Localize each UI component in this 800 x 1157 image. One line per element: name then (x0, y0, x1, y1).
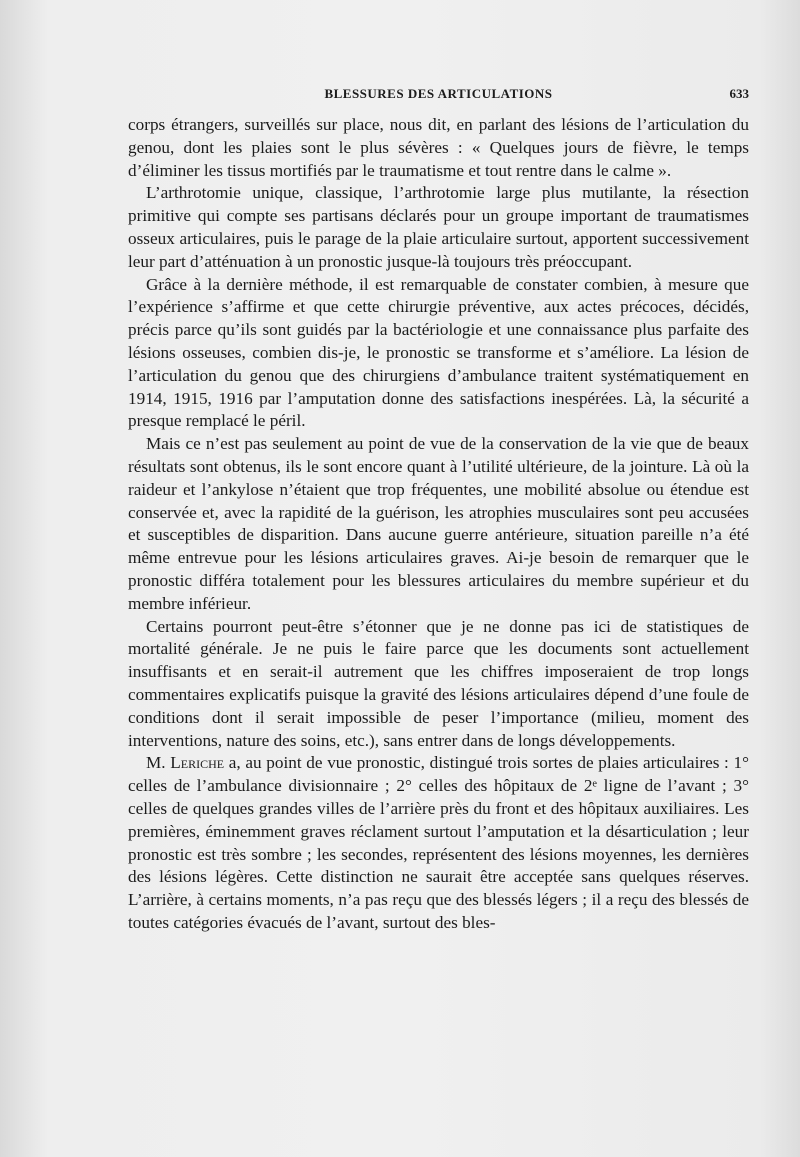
page-number: 633 (729, 86, 749, 101)
paragraph-3-text: Grâce à la dernière méthode, il est remarquable de constater combien, à mesure que l’expérience s’affirme et que cette chirurgie préventive, aux actes précoces, décidés, précis parce qu’ils sont guidés par la bactériologie et une connaissance plus parfaite des lésions osseuses, combien dis-je, le pronostic se transforme et s’améliore. La lésion de l’articulation du genou que des chirurgiens d’ambulance traitent systématiquement en 1914, 1915, 1916 par l’amputation donne des satisfactions inespérées. Là, la sécurité a presque remplacé le péril. (128, 274, 749, 431)
running-head (128, 86, 749, 106)
running-title: BLESSURES DES ARTICULATIONS (324, 86, 553, 101)
paragraph-2-text: L’arthrotomie unique, classique, l’arthrotomie large plus mutilante, la résection primitive qui compte ses partisans déclarés pour un groupe important de traumatismes osseux articulaires, puis le parage de la plaie articulaire surtout, apportent successivement leur part d’atténuation à un pronostic jusque-là toujours très préoccupant. (128, 183, 749, 271)
paragraph-2 (128, 182, 749, 273)
paragraph-5-text: Certains pourront peut-être s’étonner que je ne donne pas ici de statistiques de mortalité générale. Je ne puis le faire parce que les documents sont actuellement insuffisants et en serait-il autrement que les chiffres imposeraient de trop longs commentaires explicatifs puisque la gravité des lésions articulaires dépend d’une foule de conditions dont il serait impossible de peser l’importance (milieu, moment des interventions, nature des soins, etc.), sans entrer dans de longs développements. (128, 616, 749, 750)
paragraph-4-text: Mais ce n’est pas seulement au point de vue de la conservation de la vie que de beaux résultats sont obtenus, ils le sont encore quant à l’utilité ultérieure, de la jointure. Là où la raideur et l’ankylose n’étaient que trop fréquentes, une mobilité absolue ou étendue est conservée et, avec la rapidité de la guérison, les atrophies musculaires sont peu accusées et susceptibles de disparition. Dans aucune guerre antérieure, situation pareille n’a été même entrevue pour les lésions articulaires graves. Ai-je besoin de remarquer que le pronostic différa totalement pour les blessures articulaires du membre supérieur et du membre inférieur. (128, 434, 749, 613)
body-text (128, 114, 749, 935)
paragraph-1-text: corps étrangers, surveillés sur place, nous dit, en parlant des lésions de l’articulation du genou, dont les plaies sont le plus sévères : « Quelques jours de fièvre, le temps d’éliminer les tissus mortifiés par le traumatisme et tout rentre dans le calme ». (128, 115, 749, 180)
paragraph-5 (128, 616, 749, 753)
paragraph-3 (128, 274, 749, 434)
paragraph-6 (128, 752, 749, 934)
author-name: M. Leriche (146, 753, 225, 773)
paragraph-1 (128, 114, 749, 182)
paragraph-4 (128, 433, 749, 615)
paragraph-6-text: a, au point de vue pronostic, distingué trois sortes de plaies articulaires : 1° celles de l’ambulance divisionnaire ; 2° celles des hôpitaux de 2ᵉ ligne de l’avant ; 3° celles de quelques grandes villes de l’arrière près du front et des hôpitaux auxiliaires. Les premières, éminemment graves réclament surtout l’amputation et la désarticulation ; leur pronostic est très sombre ; les secondes, représentent des lésions moyennes, les dernières des lésions légères. Cette distinction ne saurait être acceptée sans quelques réserves. L’arrière, à certains moments, n’a pas reçu que des blessés légers ; il a reçu des blessés de toutes catégories évacués de l’avant, surtout des bles- (128, 753, 749, 932)
